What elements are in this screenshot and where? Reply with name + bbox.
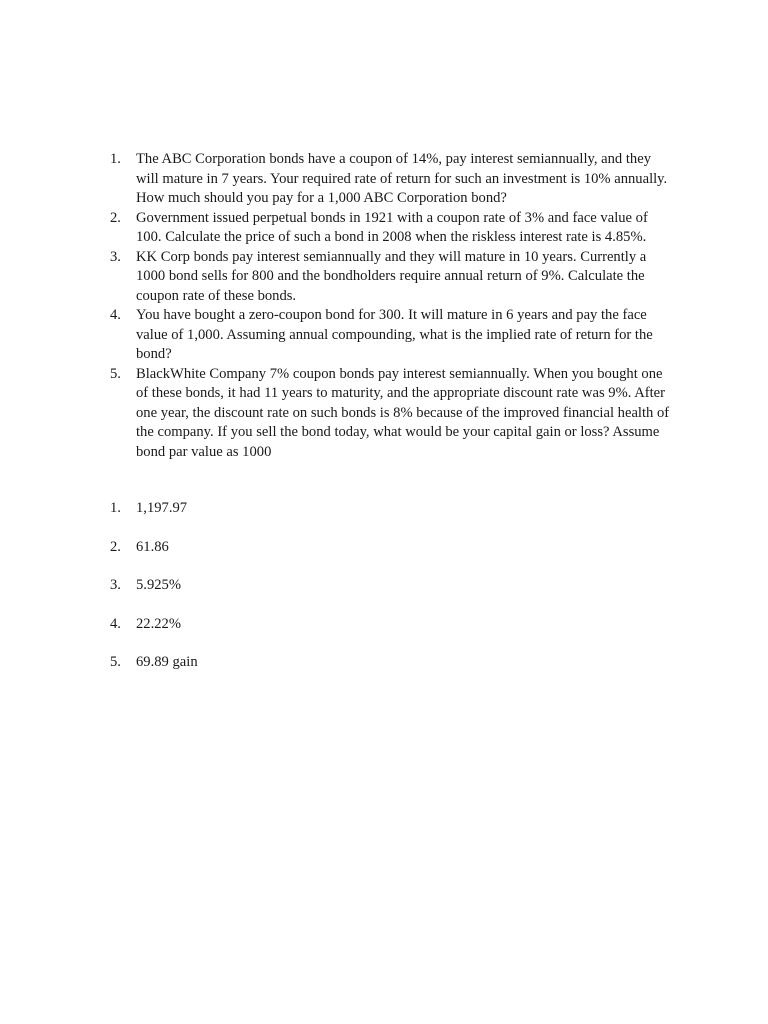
answer-item xyxy=(110,538,670,577)
answer-item xyxy=(110,653,670,692)
question-text: Government issued perpetual bonds in 1921 with a coupon rate of 3% and face value of 100. Calculate the price of such a bond in 2008 when the riskless interest rate is 4.85%. xyxy=(136,209,648,245)
question-number: 5. xyxy=(110,365,121,382)
question-text: The ABC Corporation bonds have a coupon of 14%, pay interest semiannually, and they will mature in 7 years. Your required rate of return for such an investment is 10% annually. How much should you pay for a 1,000 ABC Corporation bond? xyxy=(136,151,668,206)
question-item xyxy=(110,365,670,463)
answer-list xyxy=(110,499,670,692)
question-text: You have bought a zero-coupon bond for 300. It will mature in 6 years and pay the face value of 1,000. Assuming annual compounding, what is the implied rate of return for the bond? xyxy=(136,307,653,362)
answer-text: 61.86 xyxy=(136,538,169,555)
answer-text: 1,197.97 xyxy=(136,500,188,516)
question-item xyxy=(110,209,670,248)
question-number: 3. xyxy=(110,248,121,265)
answer-item xyxy=(110,615,670,654)
answer-text: 69.89 gain xyxy=(136,654,198,670)
answer-number: 4. xyxy=(110,615,121,632)
answer-item xyxy=(110,499,670,538)
question-number: 4. xyxy=(110,307,121,323)
question-number: 2. xyxy=(110,209,121,226)
answer-number: 2. xyxy=(110,538,121,555)
answer-text: 5.925% xyxy=(136,577,181,593)
answer-text: 22.22% xyxy=(136,615,181,632)
question-number: 1. xyxy=(110,151,121,167)
question-list xyxy=(110,150,670,462)
answer-number: 3. xyxy=(110,577,121,593)
answer-number: 5. xyxy=(110,654,121,670)
question-text: BlackWhite Company 7% coupon bonds pay interest semiannually. When you bought one of these bonds, it had 11 years to maturity, and the appropriate discount rate was 9%. After one year, the discount rate on such bonds is 8% because of the improved financial health of the company. If you sell the bond today, what would be your capital gain or loss? Assume bond par value as 1000 xyxy=(136,365,670,460)
question-item xyxy=(110,248,670,307)
answer-number: 1. xyxy=(110,500,121,516)
question-text: KK Corp bonds pay interest semiannually and they will mature in 10 years. Currently a 1000 bond sells for 800 and the bondholders require annual return of 9%. Calculate the coupon rate of these bonds. xyxy=(136,248,647,304)
answer-item xyxy=(110,576,670,615)
question-item xyxy=(110,306,670,365)
question-item xyxy=(110,150,670,209)
